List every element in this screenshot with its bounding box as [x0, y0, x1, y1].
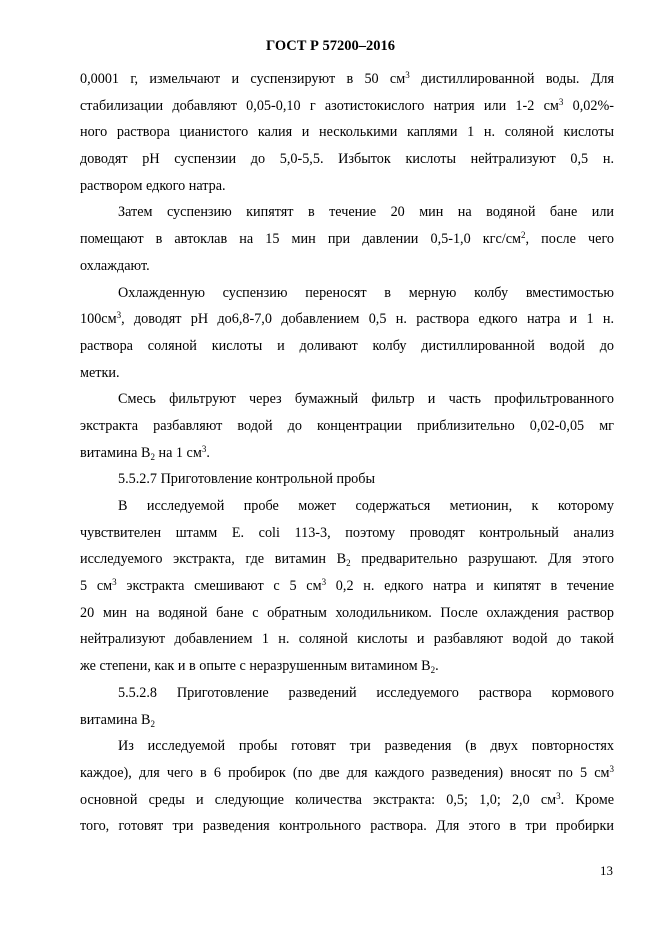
text-line: [80, 333, 614, 360]
text-line: [80, 66, 614, 93]
subscript: 2: [150, 718, 155, 729]
superscript: 3: [558, 96, 564, 107]
text-line: [80, 280, 614, 307]
text-run: помещают в автоклав на 15 мин при давлении 0,5-1,0 кгс/см: [80, 231, 522, 248]
text-run: метки.: [80, 364, 120, 381]
text-run: 0,02%-: [563, 97, 614, 114]
superscript: 3: [609, 763, 614, 774]
text-run: 5 см: [80, 578, 113, 595]
subscript: 2: [346, 558, 351, 569]
text-run: В исследуемой пробе может содержаться метионин, к которому: [118, 498, 614, 514]
superscript: 3: [405, 70, 410, 80]
text-line: [80, 386, 614, 413]
text-run: раствором едкого натра.: [80, 177, 226, 194]
text-line: [80, 226, 614, 253]
text-run: чувствителен штамм E. coli 113-3, поэтому проводят контрольный анализ: [80, 524, 614, 541]
text-run: дистиллированной воды. Для: [409, 71, 614, 87]
text-line: [80, 573, 614, 600]
text-line: [80, 306, 614, 333]
page-header: ГОСТ Р 57200–2016: [265, 38, 396, 54]
text-line: [80, 813, 614, 840]
text-run: .: [435, 658, 439, 675]
text-run: , после чего: [525, 231, 614, 248]
text-run: 0,2 н. едкого натра и кипятят в течение: [326, 578, 614, 595]
text-line: [80, 787, 614, 814]
text-run: каждое), для чего в 6 пробирок (по две для каждого разведения) вносят по 5 см: [80, 764, 610, 781]
text-run: предварительно разрушают. Для этого: [350, 551, 614, 568]
text-line: [80, 733, 614, 760]
text-run: .: [206, 444, 210, 461]
text-run: экстракта смешивают с 5 см: [116, 578, 322, 595]
text-line: [80, 413, 614, 440]
text-run: Охлажденную суспензию переносят в мерную колбу вместимостью: [118, 284, 614, 301]
subscript: 2: [430, 665, 436, 676]
text-line: [80, 93, 614, 120]
body-text: [80, 66, 614, 840]
text-run: охлаждают.: [80, 257, 150, 274]
text-run: основной среды и следующие количества экстракта: 0,5; 1,0; 2,0 см: [80, 791, 557, 808]
text-run: 5.5.2.8 Приготовление разведений исследуемого раствора кормового: [118, 684, 614, 701]
text-run: Затем суспензию кипятят в течение 20 мин на водяной бане или: [118, 204, 614, 221]
subscript: 2: [150, 451, 155, 462]
superscript: 3: [556, 790, 561, 801]
text-line: [80, 146, 614, 173]
text-line: [80, 466, 614, 493]
text-line: [80, 760, 614, 787]
text-run: , доводят pH до6,8-7,0 добавлением 0,5 н. раствора едкого натра и 1 н.: [121, 311, 614, 328]
page-number: 13: [600, 863, 613, 878]
superscript: 3: [201, 443, 207, 454]
text-run: витамина В: [80, 444, 151, 461]
text-line: [80, 360, 614, 387]
superscript: 2: [521, 230, 526, 241]
text-line: [80, 520, 614, 547]
text-run: стабилизации добавляют 0,05-0,10 г азотистокислого натрия или 1-2 см: [80, 97, 559, 114]
text-run: исследуемого экстракта, где витамин В: [80, 551, 347, 568]
text-run: же степени, как и в опыте с неразрушенным витамином В: [80, 658, 431, 675]
text-run: раствора соляной кислоты и доливают колбу дистиллированной водой до: [80, 337, 614, 354]
text-line: [80, 707, 614, 734]
text-run: ного раствора цианистого калия и несколькими каплями 1 н. соляной кислоты: [80, 124, 614, 141]
superscript: 3: [116, 310, 122, 321]
text-run: экстракта разбавляют водой до концентрации приблизительно 0,02-0,05 мг: [80, 417, 614, 434]
text-run: 5.5.2.7 Приготовление контрольной пробы: [118, 471, 376, 488]
text-run: 20 мин на водяной бане с обратным холодильником. После охлаждения раствор: [80, 604, 614, 621]
text-line: [80, 680, 614, 707]
text-run: того, готовят три разведения контрольного раствора. Для этого в три пробирки: [80, 818, 614, 835]
text-run: . Кроме: [560, 791, 614, 808]
text-run: доводят pH суспензии до 5,0-5,5. Избыток кислоты нейтрализуют 0,5 н.: [80, 151, 614, 168]
text-run: на 1 см: [154, 444, 202, 461]
text-line: [80, 199, 614, 226]
text-run: 100см: [80, 311, 117, 328]
text-run: Из исследуемой пробы готовят три разведения (в двух повторностях: [118, 738, 614, 755]
text-line: [80, 119, 614, 146]
superscript: 3: [112, 577, 117, 588]
text-line: [80, 546, 614, 573]
text-line: [80, 653, 614, 680]
text-line: [80, 173, 614, 200]
text-line: [80, 626, 614, 653]
text-run: нейтрализуют добавлением 1 н. соляной кислоты и разбавляют водой до такой: [80, 631, 614, 648]
text-line: [80, 600, 614, 627]
text-line: [80, 440, 614, 467]
text-line: [80, 493, 614, 520]
text-run: 0,0001 г, измельчают и суспензируют в 50 см: [80, 71, 406, 87]
text-run: витамина В: [80, 711, 151, 728]
superscript: 3: [321, 577, 327, 588]
text-line: [80, 253, 614, 280]
text-run: Смесь фильтруют через бумажный фильтр и часть профильтрованного: [118, 391, 614, 408]
